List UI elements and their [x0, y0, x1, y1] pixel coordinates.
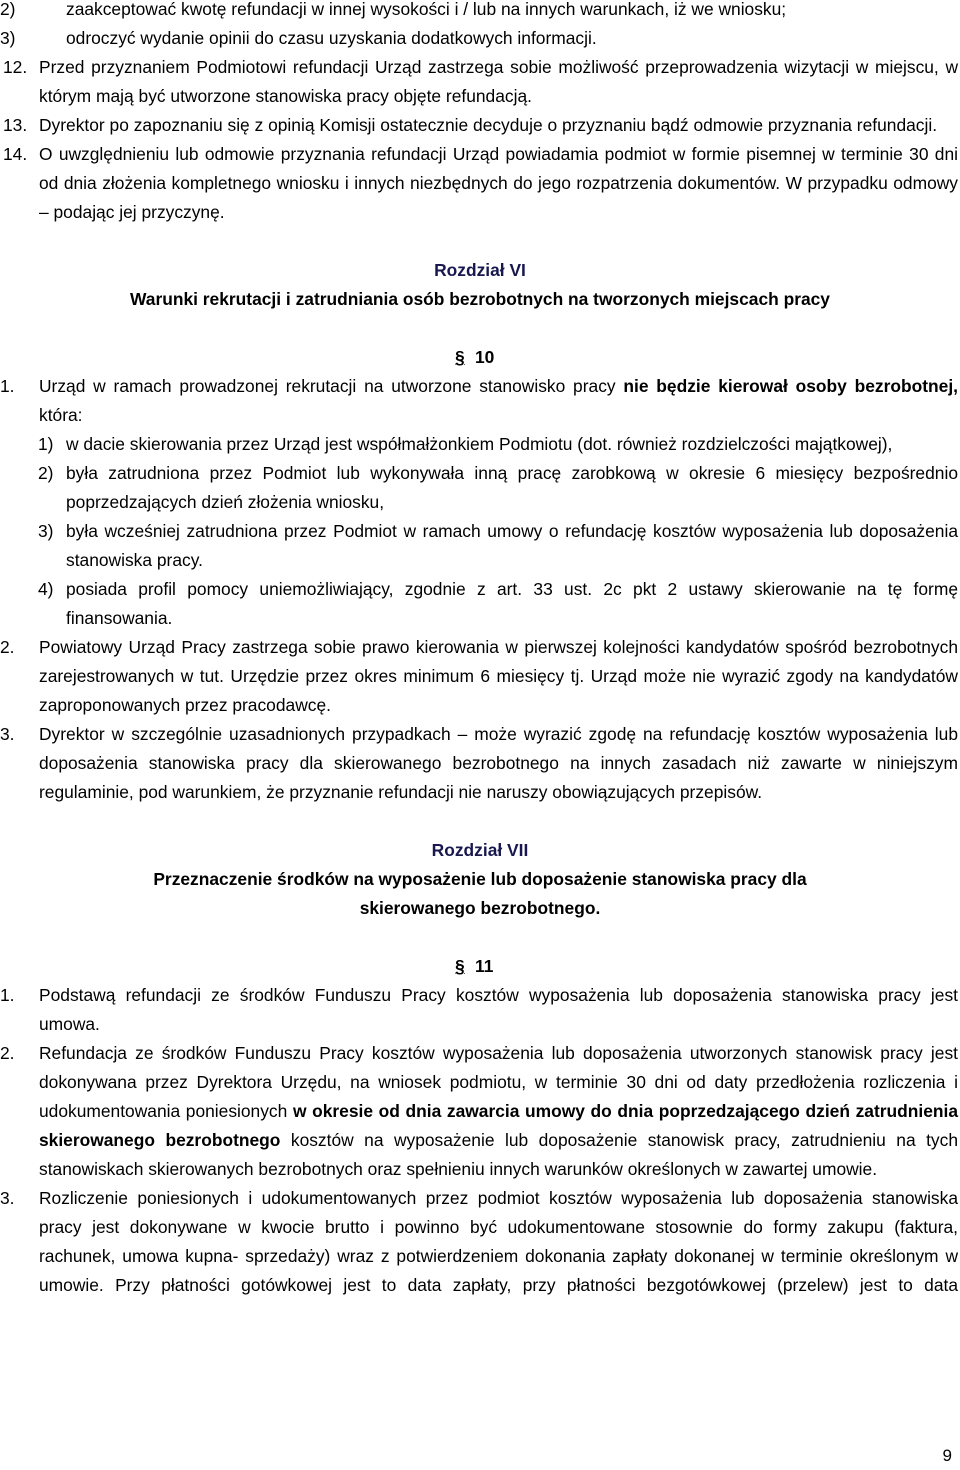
item-number: 3) [0, 28, 16, 48]
numbered-point [0, 720, 960, 807]
chapter-heading: Rozdział VI [434, 260, 526, 280]
numbered-point [0, 111, 960, 140]
sub-item-text: w dacie skierowania przez Urząd jest współmałżonkiem Podmiotu (dot. również rozdzielczości majątkowej), [66, 434, 893, 454]
point-text: Podstawą refundacji ze środków Funduszu Pracy kosztów wyposażenia lub doposażenia stanowiska pracy jest umowa. [39, 985, 958, 1034]
sub-item-number: 4) [38, 579, 54, 599]
sub-item-text: była zatrudniona przez Podmiot lub wykonywała inną pracę zarobkową w okresie 6 miesięcy bezpośrednio poprzedzających dzień złożenia wniosku, [66, 463, 958, 512]
numbered-point [0, 981, 960, 1039]
point-number: 1. [0, 376, 15, 396]
sub-item-number: 2) [38, 463, 54, 483]
numbered-point [0, 1039, 960, 1184]
sub-item-number: 3) [38, 521, 54, 541]
point-number: 14. [3, 144, 28, 164]
section-number: 10 [475, 347, 495, 367]
sub-item [0, 430, 960, 459]
item-number: 2) [0, 0, 16, 19]
point-number: 3. [0, 1188, 15, 1208]
item-text: odroczyć wydanie opinii do czasu uzyskania dodatkowych informacji. [66, 28, 597, 48]
sub-item-number: 1) [38, 434, 54, 454]
point-text: Rozliczenie poniesionych i udokumentowanych przez podmiot kosztów wyposażenia lub doposażenia stanowiska pracy jest dokonywane w kwocie brutto i powinno być udokumentowane stosownie do formy zakupu (faktura, rachunek, umowa kupna- sprzedaży) wraz z potwierdzeniem dokonania zapłaty dokonanej w terminie określonym w umowie. Przy płatności gotówkowej jest to data zapłaty, przy płatności bezgotówkowej (przelew) jest to data [39, 1188, 958, 1295]
sub-item-text: posiada profil pomocy uniemożliwiający, zgodnie z art. 33 ust. 2c pkt 2 ustawy skierowanie na tę formę finansowania. [66, 579, 958, 628]
section-heading [0, 343, 960, 372]
point-text-bold: w okresie od dnia zawarcia umowy do dnia poprzedzającego dzień zatrudnienia skierowanego bezrobotnego [39, 1101, 958, 1150]
sub-item [0, 575, 960, 633]
chapter-heading: Rozdział VII [431, 840, 529, 860]
point-text: Dyrektor w szczególnie uzasadnionych przypadkach – może wyrazić zgodę na refundację kosztów wyposażenia lub doposażenia stanowiska pracy dla skierowanego bezrobotnego na innych zasadach niż zawarte w niniejszym regulaminie, pod warunkiem, że przyznanie refundacji nie naruszy obowiązujących przepisów. [39, 724, 958, 802]
section-sign: § [455, 347, 465, 367]
item-text: zaakceptować kwotę refundacji w innej wysokości i / lub na innych warunkach, iż we wniosku; [66, 0, 787, 19]
page-number: 9 [942, 1446, 952, 1465]
point-number: 2. [0, 1043, 15, 1063]
numbered-point [0, 633, 960, 720]
section-number: 11 [475, 956, 494, 976]
numbered-point [0, 53, 960, 111]
numbered-point [0, 372, 960, 430]
chapter-title: skierowanego bezrobotnego. [359, 898, 601, 918]
point-number: 2. [0, 637, 15, 657]
point-number: 13. [3, 115, 28, 135]
section-heading [0, 952, 960, 981]
point-number: 1. [0, 985, 15, 1005]
point-number: 12. [3, 57, 28, 77]
point-number: 3. [0, 724, 15, 744]
chapter-title: Warunki rekrutacji i zatrudniania osób bezrobotnych na tworzonych miejscach pracy [130, 289, 830, 309]
point-text: kosztów na wyposażenie lub doposażenie stanowisk pracy, zatrudnieniu na tych stanowiskach skierowanych bezrobotnych oraz spełnieniu innych warunków określonych w zawartej umowie. [39, 1130, 958, 1179]
numbered-point [0, 1184, 960, 1300]
sub-item-text: była wcześniej zatrudniona przez Podmiot w ramach umowy o refundację kosztów wyposażenia lub doposażenia stanowiska pracy. [66, 521, 958, 570]
point-text: Refundacja ze środków Funduszu Pracy kosztów wyposażenia lub doposażenia utworzonych stanowisk pracy jest dokonywana przez Dyrektora Urzędu, na wniosek podmiotu, w terminie 30 dni od daty przedłożenia rozliczenia i udokumentowania poniesionych [39, 1043, 958, 1121]
point-text: Dyrektor po zapoznaniu się z opinią Komisji ostatecznie decyduje o przyznaniu bądź odmowie przyznania refundacji. [39, 115, 938, 135]
point-text: Urząd w ramach prowadzonej rekrutacji na utworzone stanowisko pracy [39, 376, 624, 396]
numbered-point [0, 140, 960, 227]
list-item [0, 24, 960, 53]
sub-item [0, 459, 960, 517]
list-item [0, 0, 960, 24]
point-text: O uwzględnieniu lub odmowie przyznania refundacji Urząd powiadamia podmiot w formie pisemnej w terminie 30 dni od dnia złożenia kompletnego wniosku i innych niezbędnych do jego rozpatrzenia dokumentów. W przypadku odmowy – podając jej przyczynę. [39, 144, 958, 222]
point-text: która: [39, 405, 83, 425]
chapter-title: Przeznaczenie środków na wyposażenie lub doposażenie stanowiska pracy dla [153, 869, 807, 889]
section-sign: § [455, 956, 465, 976]
point-text: Powiatowy Urząd Pracy zastrzega sobie prawo kierowania w pierwszej kolejności kandydatów spośród bezrobotnych zarejestrowanych w tut. Urzędzie przez okres minimum 6 miesięcy tj. Urząd może nie wyrazić zgody na kandydatów zaproponowanych przez pracodawcę. [39, 637, 958, 715]
point-text: Przed przyznaniem Podmiotowi refundacji Urząd zastrzega sobie możliwość przeprowadzenia wizytacji w miejscu, w którym mają być utworzone stanowiska pracy objęte refundacją. [39, 57, 958, 106]
point-text-bold: nie będzie kierował osoby bezrobotnej, [623, 376, 958, 396]
sub-item [0, 517, 960, 575]
